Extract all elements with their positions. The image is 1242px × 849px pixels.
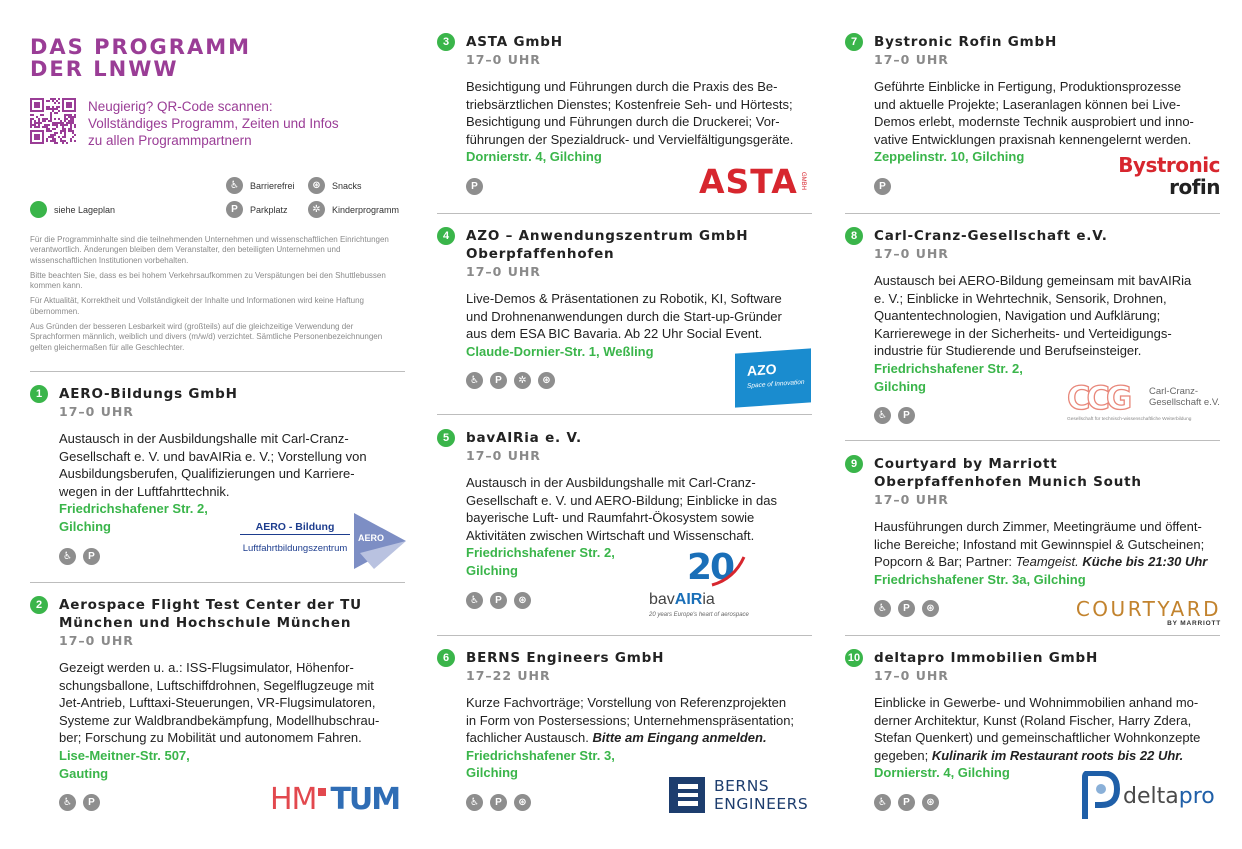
entry-number-badge: 7 [845,33,863,51]
entry-name: AZO – Anwendungszentrum GmbH Oberpfaffenhofen [466,228,749,262]
entry-bavairia [437,429,812,618]
entry-address[interactable]: Lise-Meitner-Str. 507, Gauting [59,747,190,781]
entry-address[interactable]: Friedrichshafener Str. 2, Gilching [466,545,615,578]
entry-address[interactable]: Friedrichshafener Str. 2, Gilching [59,501,208,534]
kids-icon: ✲ [514,372,531,389]
bavairia-logo: 20 bavAIRia 20 years Europe's heart of aerospace [649,547,749,618]
parking-icon: P [466,178,483,195]
qr-code[interactable] [30,98,76,144]
entry-time: 17–0 UHR [874,492,949,507]
entry-address[interactable]: Dornierstr. 4, Gilching [466,149,602,165]
entry-description: Gezeigt werden u. a.: ISS-Flugsimulator, Höhenfor- schungsballone, Luftschiffdrohnen, Segelflugzeuge mit Jet-Antrieb, Lufttaxi-Steuerungen, VR-Flugsimulatoren, Systeme zur Waldbrandbekämpfung, Modellhubschrau- ber; Forschung zu Mobilität und autonomem Fahren. [59,660,380,746]
entry-description: Austausch in der Ausbildungshalle mit Carl-Cranz- Gesellschaft e. V. und bavAIRia e. V.; Vorstellung von Ausbildungsberufen, Qualifizierungen und Karriere- wegen in der Luftfahrttechnik. [59,431,367,499]
entry-name: Bystronic Rofin GmbH [874,34,1058,50]
pretzel-icon: ⊛ [538,372,555,389]
legend-lageplan: siehe Lageplan [30,201,115,218]
wheelchair-icon: ♿ [466,592,483,609]
berns-b-icon [669,777,705,813]
entry-description: Geführte Einblicke in Fertigung, Produktionsprozesse und aktuelle Projekte; Laseranlagen können bei Live- Demos erlebt, modernste Technik ausprobiert und inno- vative Entwicklungen praxisnah kennengelernt werden. [874,79,1194,147]
divider [845,635,1220,636]
pretzel-icon: ⊛ [514,592,531,609]
aero-bildung-logo: AERO - Bildung Luftfahrtbildungszentrum AERO [240,513,410,569]
berns-logo: BERNS ENGINEERS [669,777,814,813]
entry-description: Austausch bei AERO-Bildung gemeinsam mit bavAIRia e. V.; Einblicke in Wehrtechnik, Sensorik, Drohnen, Quantentechnologien, Navigation und Aufklärung; Karrierewege in der Sicherheits- und Verteidigungs- industrie für Studierende und Berufseinsteiger. [874,273,1192,359]
divider [30,371,405,372]
entry-number-badge: 10 [845,649,863,667]
legend-barrierefrei: ♿ Barrierefrei [226,177,295,194]
wheelchair-icon: ♿ [466,794,483,811]
wheelchair-icon: ♿ [874,794,891,811]
entry-time: 17–0 UHR [874,668,949,683]
entry-name: Carl-Cranz-Gesellschaft e.V. [874,228,1108,244]
entry-name: ASTA GmbH [466,34,563,50]
divider [845,213,1220,214]
pretzel-icon: ⊛ [922,794,939,811]
azo-logo: AZO Space of Innovation [735,348,811,407]
entry-name: BERNS Engineers GmbH [466,650,665,666]
entry-deltapro [845,649,1220,811]
entry-number-badge: 1 [30,385,48,403]
parking-icon: P [898,600,915,617]
entry-description: Live-Demos & Präsentationen zu Robotik, KI, Software und Drohnenanwendungen durch die Start-up-Gründer aus dem ESA BIC Bavaria. Ab 22 Uhr Social Event. [466,291,782,342]
legend-parkplatz: P Parkplatz [226,201,288,218]
green-dot-icon [30,201,47,218]
entry-time: 17–0 UHR [874,52,949,67]
entry-address[interactable]: Friedrichshafener Str. 3a, Gilching [874,571,1086,587]
parking-icon: P [490,372,507,389]
divider [30,582,405,583]
entry-name: Courtyard by Marriott Oberpfaffenhofen Munich South [874,456,1142,490]
divider [437,213,812,214]
legend [30,177,405,227]
entry-name: AERO-Bildungs GmbH [59,386,238,402]
hm-tum-logo: HM TUM [270,781,400,817]
entry-address[interactable]: Claude-Dornier-Str. 1, Weßling [466,343,654,359]
entry-description: Kurze Fachvorträge; Vorstellung von Referenzprojekten in Form von Postersessions; Unternehmenspräsentation; fachlicher Austausch. Bitte am Eingang anmelden. [466,695,795,746]
entry-description: Hausführungen durch Zimmer, Meetingräume und öffent- liche Bereiche; Infostand mit Gewinnspiel & Gutscheinen; Popcorn & Bar; Partner: Teamgeist. Küche bis 21:30 Uhr [874,519,1208,570]
carl-cranz-logo: CCG Carl-Cranz- Gesellschaft e.V. Gesellschaft für technisch-wissenschaftliche Weiterbildung [1067,379,1220,422]
entry-time: 17–0 UHR [59,633,134,648]
qr-section [30,98,405,149]
parking-icon: P [898,407,915,424]
column-1 [30,0,405,849]
entry-time: 17–0 UHR [874,246,949,261]
divider [437,635,812,636]
deltapro-logo: delta pro [1081,771,1221,821]
divider [437,414,812,415]
parking-icon: P [490,794,507,811]
legend-snacks: ⊛ Snacks [308,177,362,194]
column-3 [845,0,1220,849]
entry-time: 17–22 UHR [466,668,551,683]
divider [845,440,1220,441]
entry-time: 17–0 UHR [466,52,541,67]
parking-icon: P [874,178,891,195]
entry-name: bavAIRia e. V. [466,430,582,446]
parking-icon: P [226,201,243,218]
entry-description: Besichtigung und Führungen durch die Praxis des Be- triebsärztlichen Dienstes; Kostenfreie Seh- und Hörtests; Besichtigung und Führungen durch die Druckerei; Vor- führungen der Spezialdruck- und Vervielfältigungsgeräte. [466,79,794,147]
wheelchair-icon: ♿ [874,407,891,424]
wheelchair-icon: ♿ [59,548,76,565]
entry-number-badge: 6 [437,649,455,667]
entry-carl-cranz [845,227,1220,424]
parking-icon: P [490,592,507,609]
entry-courtyard [845,455,1221,627]
entry-time: 17–0 UHR [466,448,541,463]
entry-address[interactable]: Zeppelinstr. 10, Gilching [874,149,1025,165]
legend-kinderprogramm: ✲ Kinderprogramm [308,201,399,218]
entry-number-badge: 2 [30,596,48,614]
entry-aero-bildung [30,385,405,565]
deltapro-p-icon [1081,771,1121,821]
pretzel-icon: ⊛ [922,600,939,617]
entry-number-badge: 3 [437,33,455,51]
entry-name: deltapro Immobilien GmbH [874,650,1099,666]
entry-description: Austausch in der Ausbildungshalle mit Carl-Cranz- Gesellschaft e. V. und AERO-Bildung; Einblicke in das bayerische Luft- und Raumfahrt-Ökosystem sowie Aktivitäten zwischen Wirtschaft und Wissenschaft. [466,475,777,543]
asta-logo: ASTA GMBH [699,161,806,201]
entry-aerospace-flight-test [30,596,405,817]
page-title: DAS PROGRAMM DER LNWW [30,35,251,81]
entry-description: Einblicke in Gewerbe- und Wohnimmobilien anhand mo- derner Architektur, Kunst (Roland Fischer, Harry Zdera, Stefan Quenkert) und gemeinschaftlicher Wohnkonzepte gegeben; Kulinarik im Restaurant roots bis 22 Uhr. [874,695,1201,763]
entry-bystronic [845,33,1220,199]
entry-time: 17–0 UHR [59,404,134,419]
column-2 [437,0,812,849]
entry-number-badge: 9 [845,455,863,473]
kids-icon: ✲ [308,201,325,218]
swoosh-icon [704,549,748,591]
disclaimer: Für die Programminhalte sind die teilnehmenden Unternehmen und wissenschaftlichen Einrichtungen verantwortlich. Änderungen bleiben dem Veranstalter, den beteiligten Unternehmen und wissenschaftlichen Institutionen vorbehalten. Bitte beachten Sie, dass es bei hohem Verkehrsaufkommen zu Verspätungen bei den Shuttlebussen kommen kann. Für Aktualität, Korrektheit und Vollständigkeit der Inhalte und Informationen wird keine Haftung übernommen. Aus Gründen der besseren Lesbarkeit wird (großteils) auf die gleichzeitige Verwendung der Sprachformen männlich, weiblich und divers (m/w/d) verzichtet. Sämtliche Personenbezeichnungen gelten gleichermaßen für alle Geschlechter. [30,235,389,352]
entry-address[interactable]: Friedrichshafener Str. 2, Gilching [874,360,1023,394]
entry-address[interactable]: Dornierstr. 4, Gilching [874,765,1010,781]
bystronic-rofin-logo: Bystronic rofin [1118,153,1220,199]
wheelchair-icon: ♿ [466,372,483,389]
parking-icon: P [83,548,100,565]
wheelchair-icon: ♿ [59,794,76,811]
entry-number-badge: 4 [437,227,455,245]
parking-icon: P [83,794,100,811]
entry-name: Aerospace Flight Test Center der TU München und Hochschule München [59,597,362,631]
qr-caption: Neugierig? QR-Code scannen: Vollständiges Programm, Zeiten und Infos zu allen Programmpartnern [88,99,339,148]
pretzel-icon: ⊛ [514,794,531,811]
parking-icon: P [898,794,915,811]
entry-number-badge: 8 [845,227,863,245]
entry-azo [437,227,812,389]
courtyard-logo: COURTYARD BY MARRIOTT [1075,597,1221,627]
pretzel-icon: ⊛ [308,177,325,194]
entry-address[interactable]: Friedrichshafener Str. 3, Gilching [466,747,615,781]
entry-number-badge: 5 [437,429,455,447]
entry-asta [437,33,812,201]
entry-time: 17–0 UHR [466,264,541,279]
wheelchair-icon: ♿ [874,600,891,617]
wheelchair-icon: ♿ [226,177,243,194]
entry-berns [437,649,812,811]
